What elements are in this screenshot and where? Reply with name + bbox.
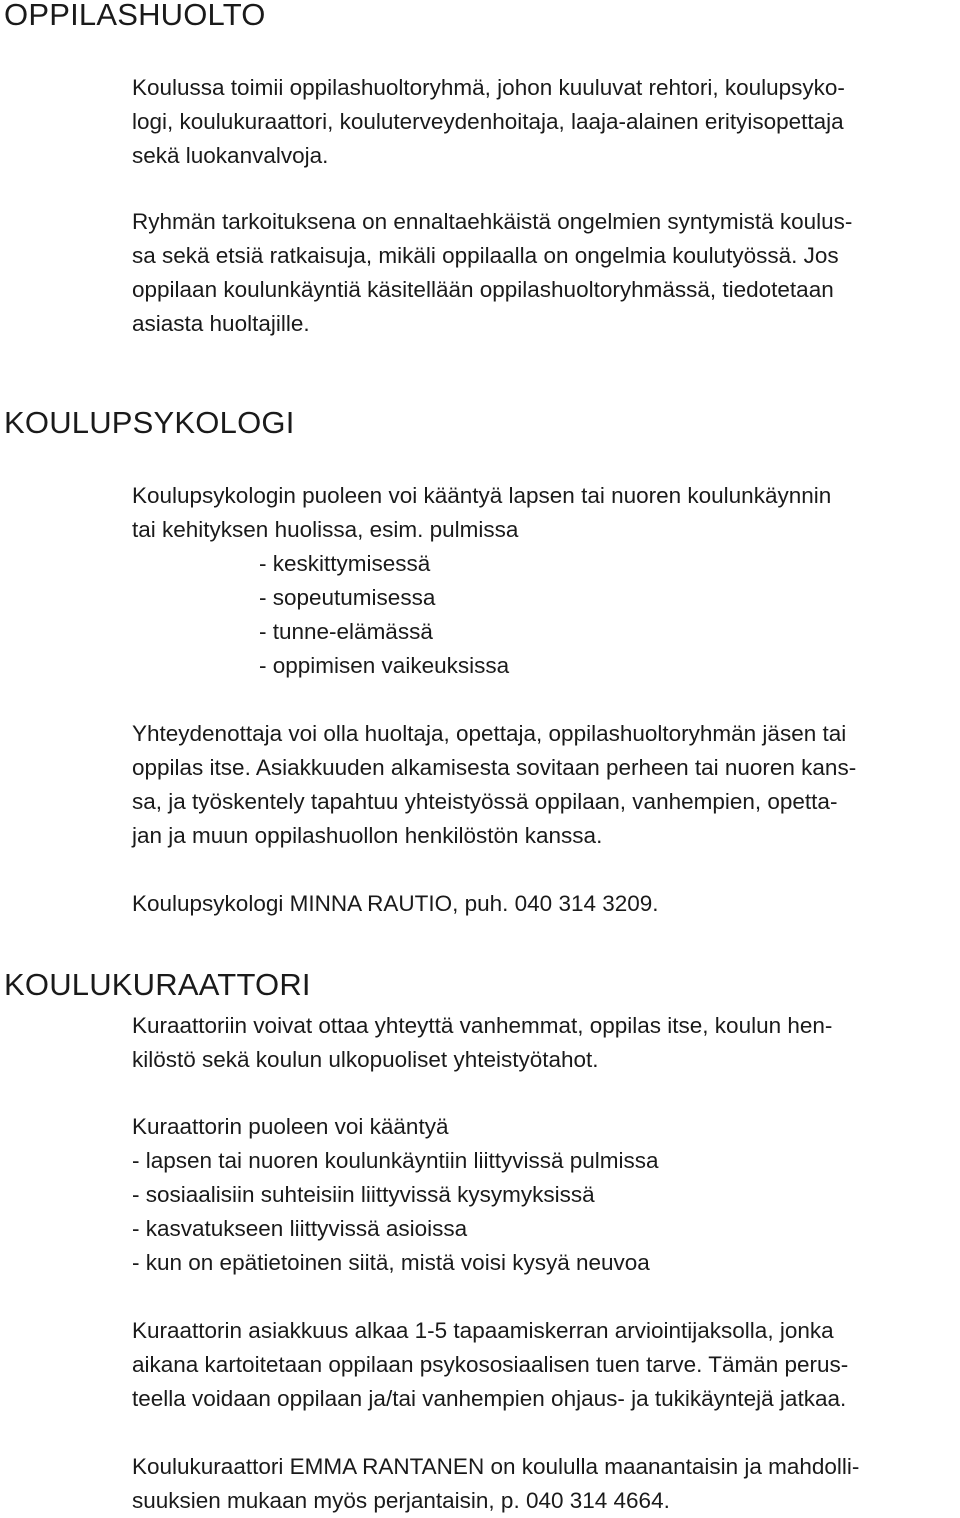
- koulupsykologi-paragraph-2: Yhteydenottaja voi olla huoltaja, opettaja, oppilashuoltoryhmän jäsen tai oppilas itse. Asiakkuuden alkamisesta sovitaan perheen tai nuoren kans- sa, ja työskentely tapahtuu yhteistyössä oppilaan, vanhempien, opetta- jan ja muun oppilashuollon henkilöstön kanssa.: [132, 721, 857, 848]
- heading-koulupsykologi: KOULUPSYKOLOGI: [4, 405, 295, 440]
- oppilashuolto-paragraph-2: Ryhmän tarkoituksena on ennaltaehkäistä ongelmien syntymistä koulus- sa sekä etsiä ratkaisuja, mikäli oppilaalla on ongelmia koulutyössä. Jos oppilaan koulunkäyntiä käsitellään oppilashuoltoryhmässä, tiedotetaan asiasta huoltajille.: [132, 209, 853, 336]
- heading-oppilashuolto: OPPILASHUOLTO: [4, 0, 266, 32]
- koulukuraattori-list-item: - lapsen tai nuoren koulunkäyntiin liittyvissä pulmissa: [132, 1148, 659, 1173]
- koulukuraattori-list-item: - kasvatukseen liittyvissä asioissa: [132, 1216, 468, 1241]
- oppilashuolto-paragraph-1: Koulussa toimii oppilashuoltoryhmä, johon kuuluvat rehtori, koulupsyko- logi, koulukuraattori, kouluterveydenhoitaja, laaja-alainen erityisopettaja sekä luokanvalvoja.: [132, 75, 845, 168]
- koulukuraattori-intro: Kuraattorin puoleen voi kääntyä: [132, 1114, 449, 1139]
- koulupsykologi-list-item: - sopeutumisessa: [259, 585, 436, 610]
- koulukuraattori-list-item: - kun on epätietoinen siitä, mistä voisi kysyä neuvoa: [132, 1250, 650, 1275]
- koulukuraattori-paragraph-3: Kuraattorin asiakkuus alkaa 1-5 tapaamiskerran arviointijaksolla, jonka aikana kartoitetaan oppilaan psykososiaalisen tuen tarve. Tämän perus- teella voidaan oppilaan ja/tai vanhempien ohjaus- ja tukikäyntejä jatkaa.: [132, 1318, 849, 1411]
- koulupsykologi-list-item: - oppimisen vaikeuksissa: [259, 653, 510, 678]
- koulukuraattori-list-item: - sosiaalisiin suhteisiin liittyvissä kysymyksissä: [132, 1182, 595, 1207]
- koulukuraattori-contact: Koulukuraattori EMMA RANTANEN on koululla maanantaisin ja mahdolli- suuksien mukaan myös perjantaisin, p. 040 314 4664.: [132, 1454, 860, 1513]
- koulupsykologi-contact: Koulupsykologi MINNA RAUTIO, puh. 040 314 3209.: [132, 891, 659, 916]
- koulupsykologi-intro: Koulupsykologin puoleen voi kääntyä lapsen tai nuoren koulunkäynnin tai kehityksen huolissa, esim. pulmissa: [132, 483, 832, 542]
- koulupsykologi-list-item: - keskittymisessä: [259, 551, 431, 576]
- koulupsykologi-list-item: - tunne-elämässä: [259, 619, 433, 644]
- koulukuraattori-paragraph-1: Kuraattoriin voivat ottaa yhteyttä vanhemmat, oppilas itse, koulun hen- kilöstö sekä koulun ulkopuoliset yhteistyötahot.: [132, 1013, 833, 1072]
- heading-koulukuraattori: KOULUKURAATTORI: [4, 967, 311, 1002]
